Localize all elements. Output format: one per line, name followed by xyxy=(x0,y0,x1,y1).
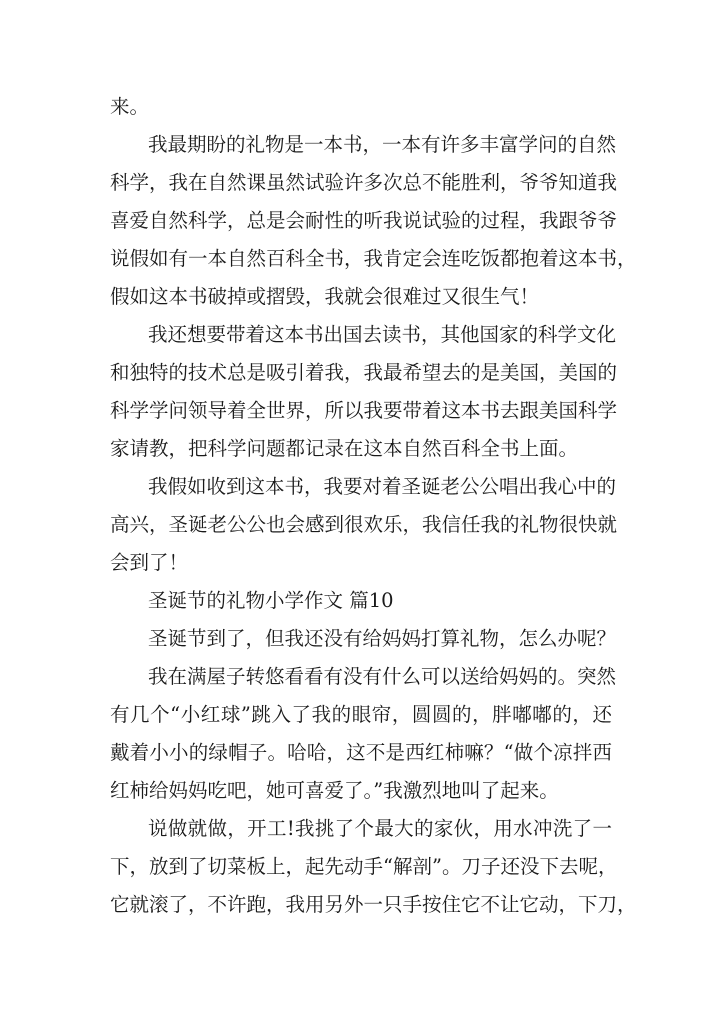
paragraph-line: 假如这本书破掉或摺毁，我就会很难过又很生气！ xyxy=(110,285,540,308)
paragraph-line: 我还想要带着这本书出国去读书，其他国家的科学文化 xyxy=(148,323,617,346)
paragraph-line: 高兴，圣诞老公公也会感到很欢乐，我信任我的礼物很快就 xyxy=(110,513,618,536)
paragraph-line: 它就滚了，不许跑，我用另外一只手按住它不让它动，下刀， xyxy=(110,893,637,916)
paragraph-line: 戴着小小的绿帽子。哈哈，这不是西红柿嘛？“做个凉拌西 xyxy=(110,741,612,764)
paragraph-line: 红柿给妈妈吃吧，她可喜爱了。”我激烈地叫了起来。 xyxy=(110,779,559,802)
paragraph-line: 科学学问领导着全世界，所以我要带着这本书去跟美国科学 xyxy=(110,399,618,422)
section-heading: 圣诞节的礼物小学作文 篇10 xyxy=(148,589,394,612)
paragraph-line: 来。 xyxy=(110,95,150,118)
paragraph-line: 会到了！ xyxy=(110,551,189,574)
paragraph-line: 家请教，把科学问题都记录在这本自然百科全书上面。 xyxy=(110,437,579,460)
paragraph-line: 和独特的技术总是吸引着我，我最希望去的是美国，美国的 xyxy=(110,361,618,384)
paragraph-line: 下，放到了切菜板上，起先动手“解剖”。刀子还没下去呢， xyxy=(110,855,618,878)
paragraph-line: 圣诞节到了，但我还没有给妈妈打算礼物，怎么办呢？ xyxy=(148,627,617,650)
paragraph-line: 科学，我在自然课虽然试验许多次总不能胜利，爷爷知道我 xyxy=(110,171,618,194)
paragraph-line: 我在满屋子转悠看看有没有什么可以送给妈妈的。突然 xyxy=(148,665,617,688)
paragraph-line: 说做就做，开工!我挑了个最大的家伙，用水冲洗了一 xyxy=(148,817,612,840)
paragraph-line: 有几个“小红球”跳入了我的眼帘，圆圆的，胖嘟嘟的，还 xyxy=(110,703,612,726)
paragraph-line: 我假如收到这本书，我要对着圣诞老公公唱出我心中的 xyxy=(148,475,617,498)
paragraph-line: 喜爱自然科学，总是会耐性的听我说试验的过程，我跟爷爷 xyxy=(110,209,618,232)
paragraph-line: 我最期盼的礼物是一本书，一本有许多丰富学问的自然 xyxy=(148,133,617,156)
paragraph-line: 说假如有一本自然百科全书，我肯定会连吃饭都抱着这本书， xyxy=(110,247,637,270)
